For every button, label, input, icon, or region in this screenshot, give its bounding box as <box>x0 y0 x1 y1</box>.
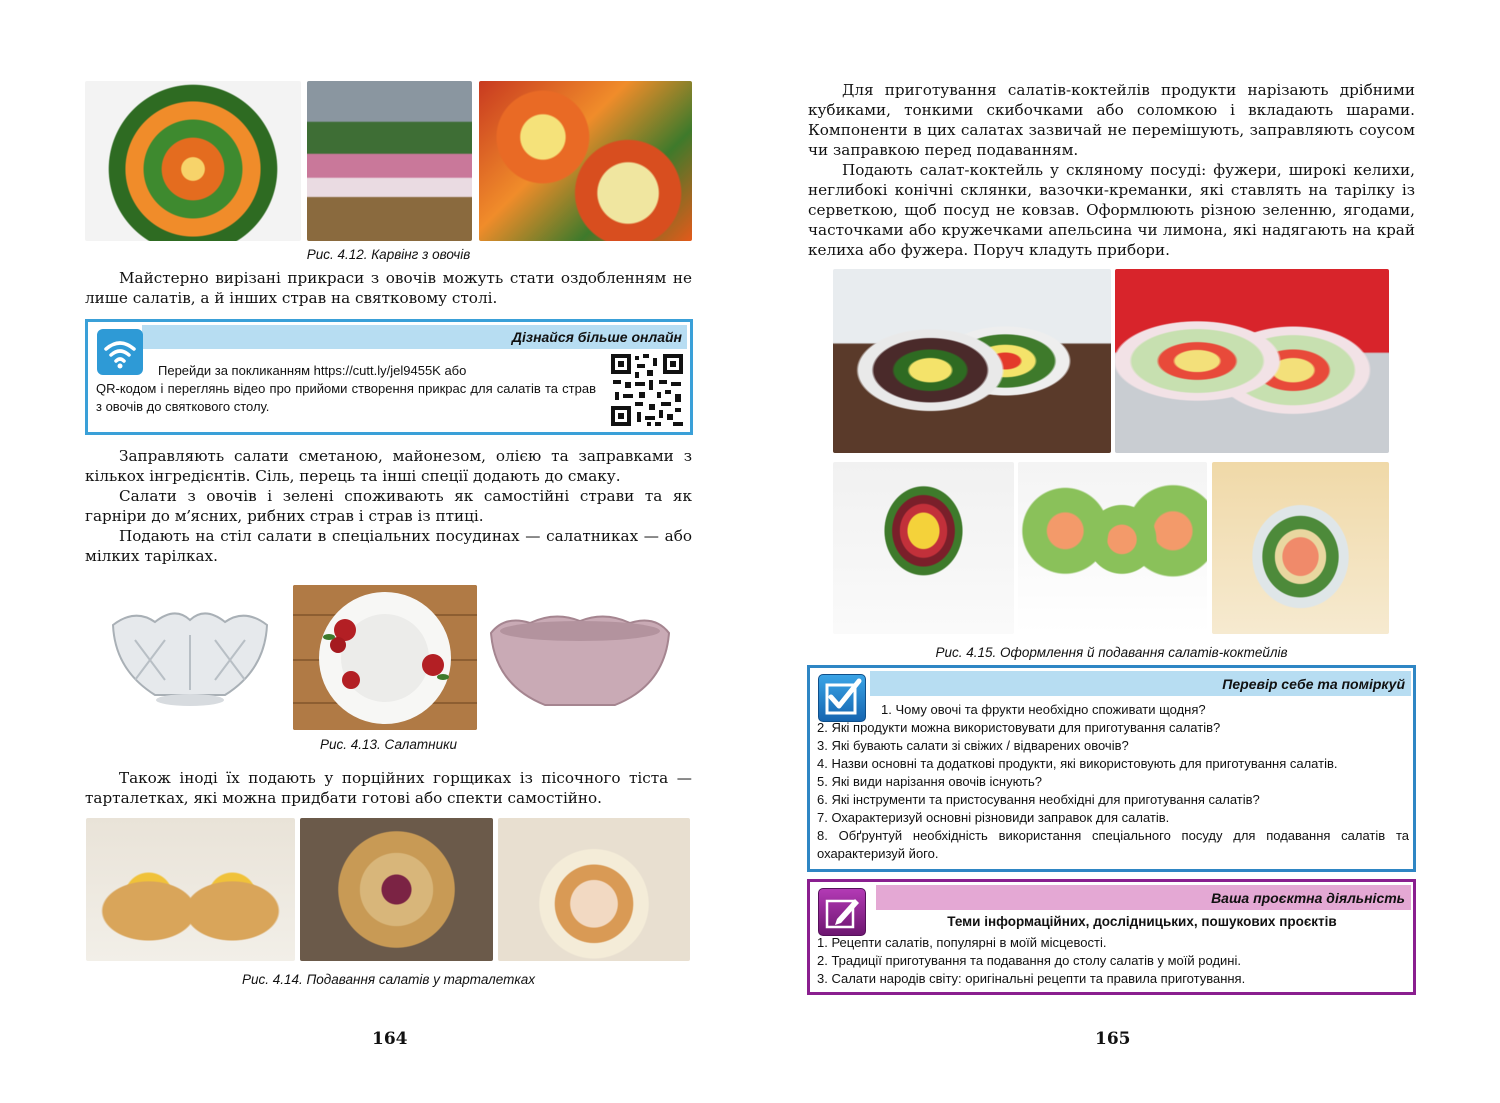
figure-caption-4-13: Рис. 4.13. Салатники <box>320 737 457 752</box>
paragraph-text: Подають на стіл салати в спеціальних посудинах — салатниках — або мілких тарілках. <box>85 527 692 565</box>
tartlets-photo-1 <box>86 818 295 961</box>
online-box-title: Дізнайся більше онлайн <box>511 329 682 345</box>
paragraph-tartlets <box>85 768 692 808</box>
figure-caption-4-14: Рис. 4.14. Подавання салатів у тарталетках <box>241 972 536 987</box>
qr-code-icon[interactable] <box>609 352 685 428</box>
cocktail-salad-photo-2 <box>1115 269 1389 453</box>
check-questions-list <box>817 701 1409 863</box>
project-activity-box <box>807 879 1416 995</box>
question-item: 6. Які інструменти та пристосування необхідні для приготування салатів? <box>817 792 1260 807</box>
project-topics-list <box>817 934 1409 988</box>
page-number-left: 164 <box>372 1029 408 1049</box>
paragraphs-dressing <box>85 446 692 566</box>
carving-photo-3 <box>479 81 692 241</box>
project-topic-item: 1. Рецепти салатів, популярні в моїй місцевості. <box>817 935 1107 950</box>
question-item: 8. Обґрунтуй необхідність використання спеціального посуду для подавання салатів та охарактеризуй його. <box>817 828 1409 861</box>
project-topic-item: 3. Салати народів світу: оригінальні рецепти та правила приготування. <box>817 971 1246 986</box>
cocktail-salad-photo-1 <box>833 269 1111 453</box>
question-item: 4. Назви основні та додаткові продукти, які використовують для приготування салатів. <box>817 756 1338 771</box>
paragraph-text: Подають салат-коктейль у скляному посуді: фужери, широкі келихи, неглибокі конічні склянки, вазочки-креманки, які ставлять на тарілку із серветкою, щоб посуд не ковзав. Оформлюють різною зеленню, ягодами, часточками або кружечками апельсина чи лимона, які надягають на край келиха або фужера. Поруч кладуть прибори. <box>808 161 1415 259</box>
question-item: 1. Чому овочі та фрукти необхідно споживати щодня? <box>881 702 1206 717</box>
pink-glass-bowl-photo <box>485 605 675 715</box>
cocktail-salad-photo-4 <box>1018 462 1207 634</box>
online-box-line1: Перейди за покликанням https://cutt.ly/jel9455K або <box>158 363 467 378</box>
online-box-text <box>96 362 596 416</box>
question-item: 7. Охарактеризуй основні різновиди заправок для салатів. <box>817 810 1170 825</box>
pencil-icon <box>818 888 866 936</box>
figure-caption-4-15: Рис. 4.15. Оформлення й подавання салатів-коктейлів <box>935 645 1288 660</box>
online-box-line-rest: QR-кодом і переглянь відео про прийоми створення прикрас для салатів та страв з овочів до святкового столу. <box>96 381 596 414</box>
question-item: 2. Які продукти можна використовувати для приготування салатів? <box>817 720 1221 735</box>
cocktail-salad-photo-3 <box>833 462 1014 634</box>
plate-with-roses-photo <box>293 585 477 730</box>
figure-caption-4-12: Рис. 4.12. Карвінг з овочів <box>306 247 471 262</box>
paragraph-text: Для приготування салатів-коктейлів продукти нарізають дрібними кубиками, тонкими скибочками або соломкою і вкладають шарами. Компоненти в цих салатах зазвичай не перемішують, заправляють соусом чи заправкою перед подаванням. <box>808 81 1415 159</box>
project-subtitle: Теми інформаційних, дослідницьких, пошукових проєктів <box>947 914 1337 929</box>
glass-bowl-photo <box>105 600 275 715</box>
tartlets-photo-3 <box>498 818 690 961</box>
project-topic-item: 2. Традиції приготування та подавання до столу салатів у моїй родині. <box>817 953 1241 968</box>
page-number-right: 165 <box>1095 1029 1131 1049</box>
paragraphs-cocktail-salads <box>808 80 1415 260</box>
carving-photo-1 <box>85 81 301 241</box>
check-yourself-box <box>807 665 1416 872</box>
carving-photo-2 <box>307 81 472 241</box>
tartlets-photo-2 <box>300 818 493 961</box>
question-item: 3. Які бувають салати зі свіжих / відварених овочів? <box>817 738 1129 753</box>
project-box-title: Ваша проєктна діяльність <box>1211 890 1405 906</box>
check-box-title: Перевір себе та поміркуй <box>1222 676 1405 692</box>
paragraph-text: Заправляють салати сметаною, майонезом, олією та заправками з кількох інгредієнтів. Сіль, перець та інші спеції додають до смаку. <box>85 447 692 485</box>
cocktail-salad-photo-5 <box>1212 462 1389 634</box>
paragraph-text: Також іноді їх подають у порційних горщиках із пісочного тіста — тарталетках, які можна придбати готові або спекти самостійно. <box>85 769 692 807</box>
paragraph-carving <box>85 268 692 308</box>
paragraph-text: Майстерно вирізані прикраси з овочів можуть стати оздобленням не лише салатів, а й інших страв на святковому столі. <box>85 269 692 307</box>
paragraph-text: Салати з овочів і зелені споживають як самостійні страви та як гарніри до м՚ясних, рибних страв і страв із птиці. <box>85 487 692 525</box>
online-info-box <box>85 319 693 435</box>
question-item: 5. Які види нарізання овочів існують? <box>817 774 1042 789</box>
